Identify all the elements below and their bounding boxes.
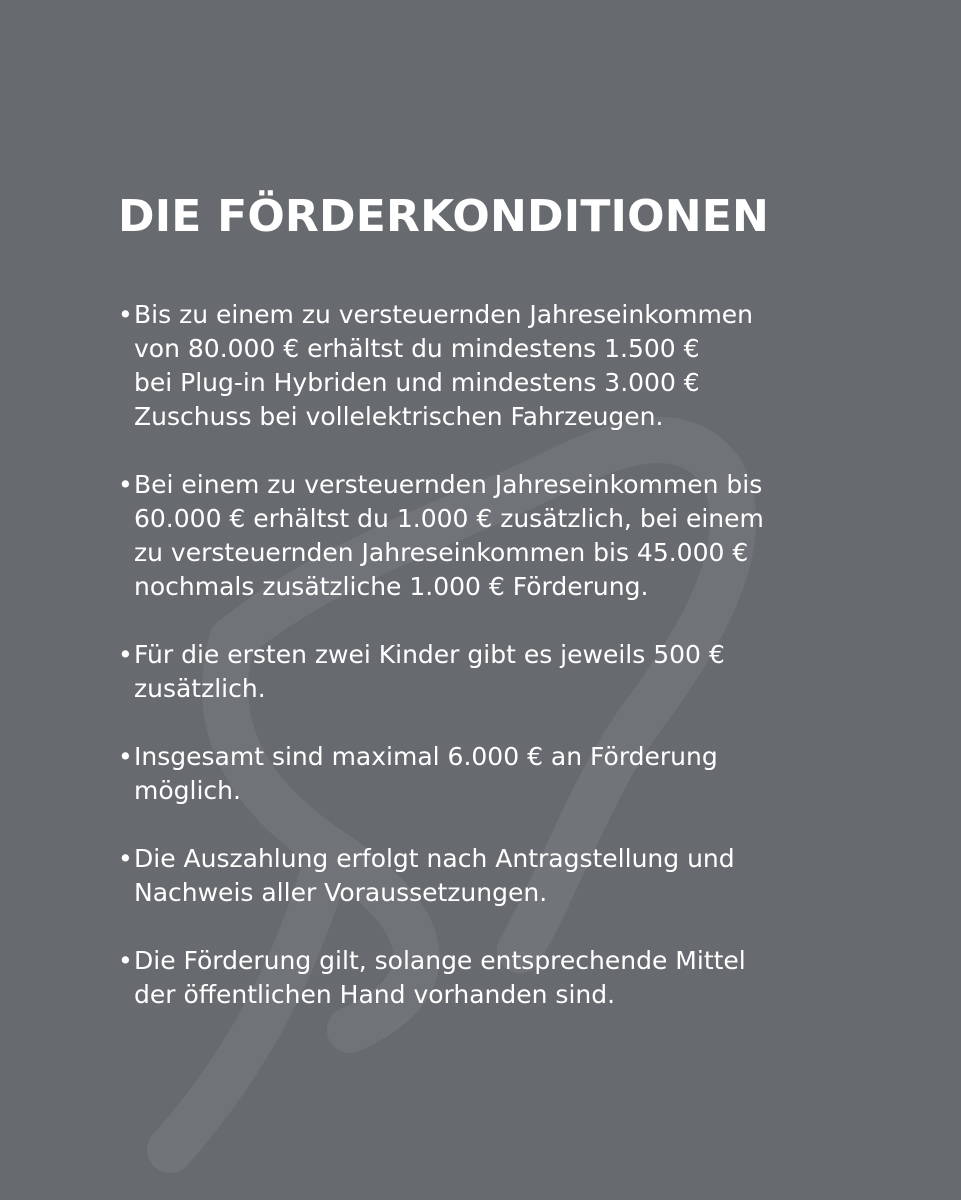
bullet-marker: • bbox=[118, 844, 133, 873]
page-title: DIE FÖRDERKONDITIONEN bbox=[118, 191, 770, 242]
list-item-text-line: Zuschuss bei vollelektrischen Fahrzeugen. bbox=[134, 402, 664, 431]
bullet-marker: • bbox=[118, 470, 133, 499]
list-item-text-line: nochmals zusätzliche 1.000 € Förderung. bbox=[134, 572, 649, 601]
list-item bbox=[118, 740, 838, 808]
list-item bbox=[118, 298, 838, 434]
list-item bbox=[118, 842, 838, 910]
bullet-marker: • bbox=[118, 640, 133, 669]
list-item-text-line: 60.000 € erhältst du 1.000 € zusätzlich, bei einem bbox=[134, 504, 764, 533]
list-item bbox=[118, 638, 838, 706]
list-item bbox=[118, 944, 838, 1012]
bullet-marker: • bbox=[118, 946, 133, 975]
bullet-marker: • bbox=[118, 300, 133, 329]
list-item-text-line: Nachweis aller Voraussetzungen. bbox=[134, 878, 548, 907]
bullet-marker: • bbox=[118, 742, 133, 771]
document-content bbox=[118, 188, 838, 1046]
list-item-text-line: Bei einem zu versteuernden Jahreseinkommen bis bbox=[134, 470, 763, 499]
list-item-text-line: von 80.000 € erhältst du mindestens 1.500 € bbox=[134, 334, 700, 363]
list-item-text-line: Für die ersten zwei Kinder gibt es jeweils 500 € bbox=[134, 640, 725, 669]
list-item-text-line: Die Auszahlung erfolgt nach Antragstellung und bbox=[134, 844, 735, 873]
list-item-text-line: Die Förderung gilt, solange entsprechende Mittel bbox=[134, 946, 746, 975]
list-item-text-line: zusätzlich. bbox=[134, 674, 266, 703]
list-item-text-line: bei Plug-in Hybriden und mindestens 3.000 € bbox=[134, 368, 700, 397]
list-item bbox=[118, 468, 838, 604]
list-item-text-line: Insgesamt sind maximal 6.000 € an Förderung bbox=[134, 742, 718, 771]
list-item-text-line: Bis zu einem zu versteuernden Jahreseinkommen bbox=[134, 300, 754, 329]
list-item-text-line: zu versteuernden Jahreseinkommen bis 45.000 € bbox=[134, 538, 749, 567]
list-item-text-line: möglich. bbox=[134, 776, 241, 805]
bullet-list bbox=[118, 298, 838, 1012]
list-item-text-line: der öffentlichen Hand vorhanden sind. bbox=[134, 980, 616, 1009]
